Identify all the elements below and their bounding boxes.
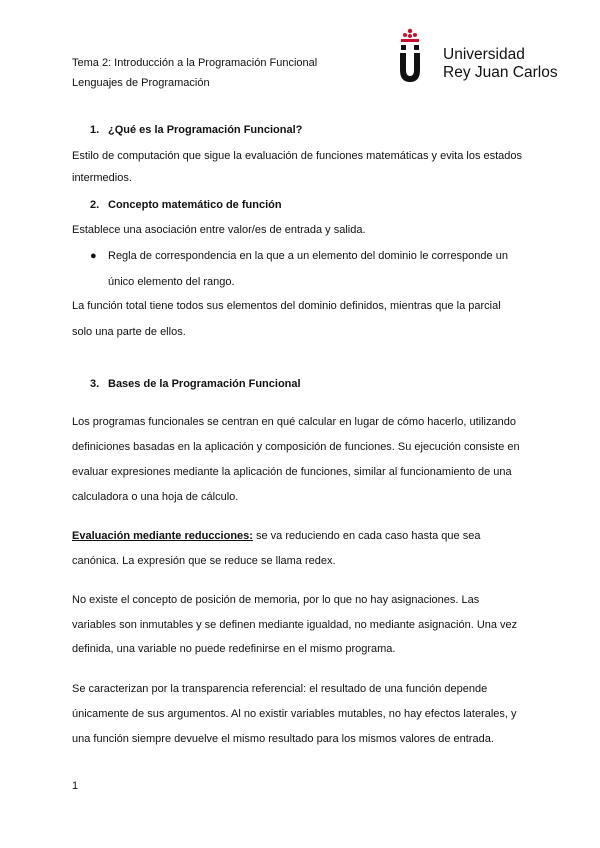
section-2-heading <box>90 198 282 212</box>
s2-bullet-line1: Regla de correspondencia en la que a un elemento del dominio le corresponde un <box>108 250 508 262</box>
section-3-heading <box>90 377 301 391</box>
s3-paragraph-4-line3: una función siempre devuelve el mismo resultado para los mismos valores de entrada. <box>72 733 494 745</box>
s2-paragraph-2-line1: La función total tiene todos sus elementos del dominio definidos, mientras que la parcial <box>72 300 501 312</box>
section-3-number: 3. <box>90 378 100 390</box>
header-subject: Lenguajes de Programación <box>72 77 210 89</box>
header-course-title: Tema 2: Introducción a la Programación Funcional <box>72 57 318 69</box>
s3-paragraph-1-line3: evaluar expresiones mediante la aplicación de funciones, similar al funcionamiento de una <box>72 466 512 478</box>
section-1-title: ¿Qué es la Programación Funcional? <box>108 124 303 136</box>
s2-paragraph-2-line2: solo una parte de ellos. <box>72 326 186 338</box>
section-2-number: 2. <box>90 199 100 211</box>
s3-paragraph-3-line1: No existe el concepto de posición de memoria, por lo que no hay asignaciones. Las <box>72 594 480 606</box>
s3-paragraph-4-line1: Se caracterizan por la transparencia referencial: el resultado de una función depende <box>72 683 488 695</box>
section-3-title: Bases de la Programación Funcional <box>108 378 301 390</box>
s3-paragraph-2-line2: canónica. La expresión que se reduce se llama redex. <box>72 555 336 567</box>
bullet-glyph: ● <box>90 250 97 262</box>
page-number: 1 <box>72 780 79 792</box>
s3-paragraph-4-line2: únicamente de sus argumentos. Al no existir variables mutables, no hay efectos laterales, y <box>72 708 517 720</box>
section-1-heading <box>90 123 302 137</box>
s3-paragraph-1-line2: definiciones basadas en la aplicación y composición de funciones. Su ejecución consiste en <box>72 441 520 453</box>
s1-paragraph-line1: Estilo de computación que sigue la evaluación de funciones matemáticas y evita los estados <box>72 150 523 162</box>
reductions-text: se va reduciendo en cada caso hasta que sea <box>252 530 481 542</box>
urjc-emblem-icon <box>395 28 439 84</box>
university-logo <box>395 28 558 84</box>
s3-paragraph-1-line1: Los programas funcionales se centran en qué calcular en lugar de cómo hacerlo, utilizando <box>72 416 516 428</box>
s3-paragraph-1-line4: calculadora o una hoja de cálculo. <box>72 491 239 503</box>
s3-paragraph-2-line1 <box>72 529 480 543</box>
section-1-number: 1. <box>90 124 100 136</box>
s3-paragraph-3-line2: variables son inmutables y se definen mediante igualdad, no mediante asignación. Una vez <box>72 619 518 631</box>
reductions-label: Evaluación mediante reducciones: <box>72 530 253 542</box>
logo-text-line2: Rey Juan Carlos <box>443 64 558 81</box>
logo-text-line1: Universidad <box>443 46 525 63</box>
s3-paragraph-3-line3: definida, una variable no puede redefinirse en el mismo programa. <box>72 643 396 655</box>
s2-bullet-line2: único elemento del rango. <box>108 276 235 288</box>
s2-paragraph-1: Establece una asociación entre valor/es de entrada y salida. <box>72 224 366 236</box>
s1-paragraph-line2: intermedios. <box>72 172 132 184</box>
section-2-title: Concepto matemático de función <box>108 199 282 211</box>
